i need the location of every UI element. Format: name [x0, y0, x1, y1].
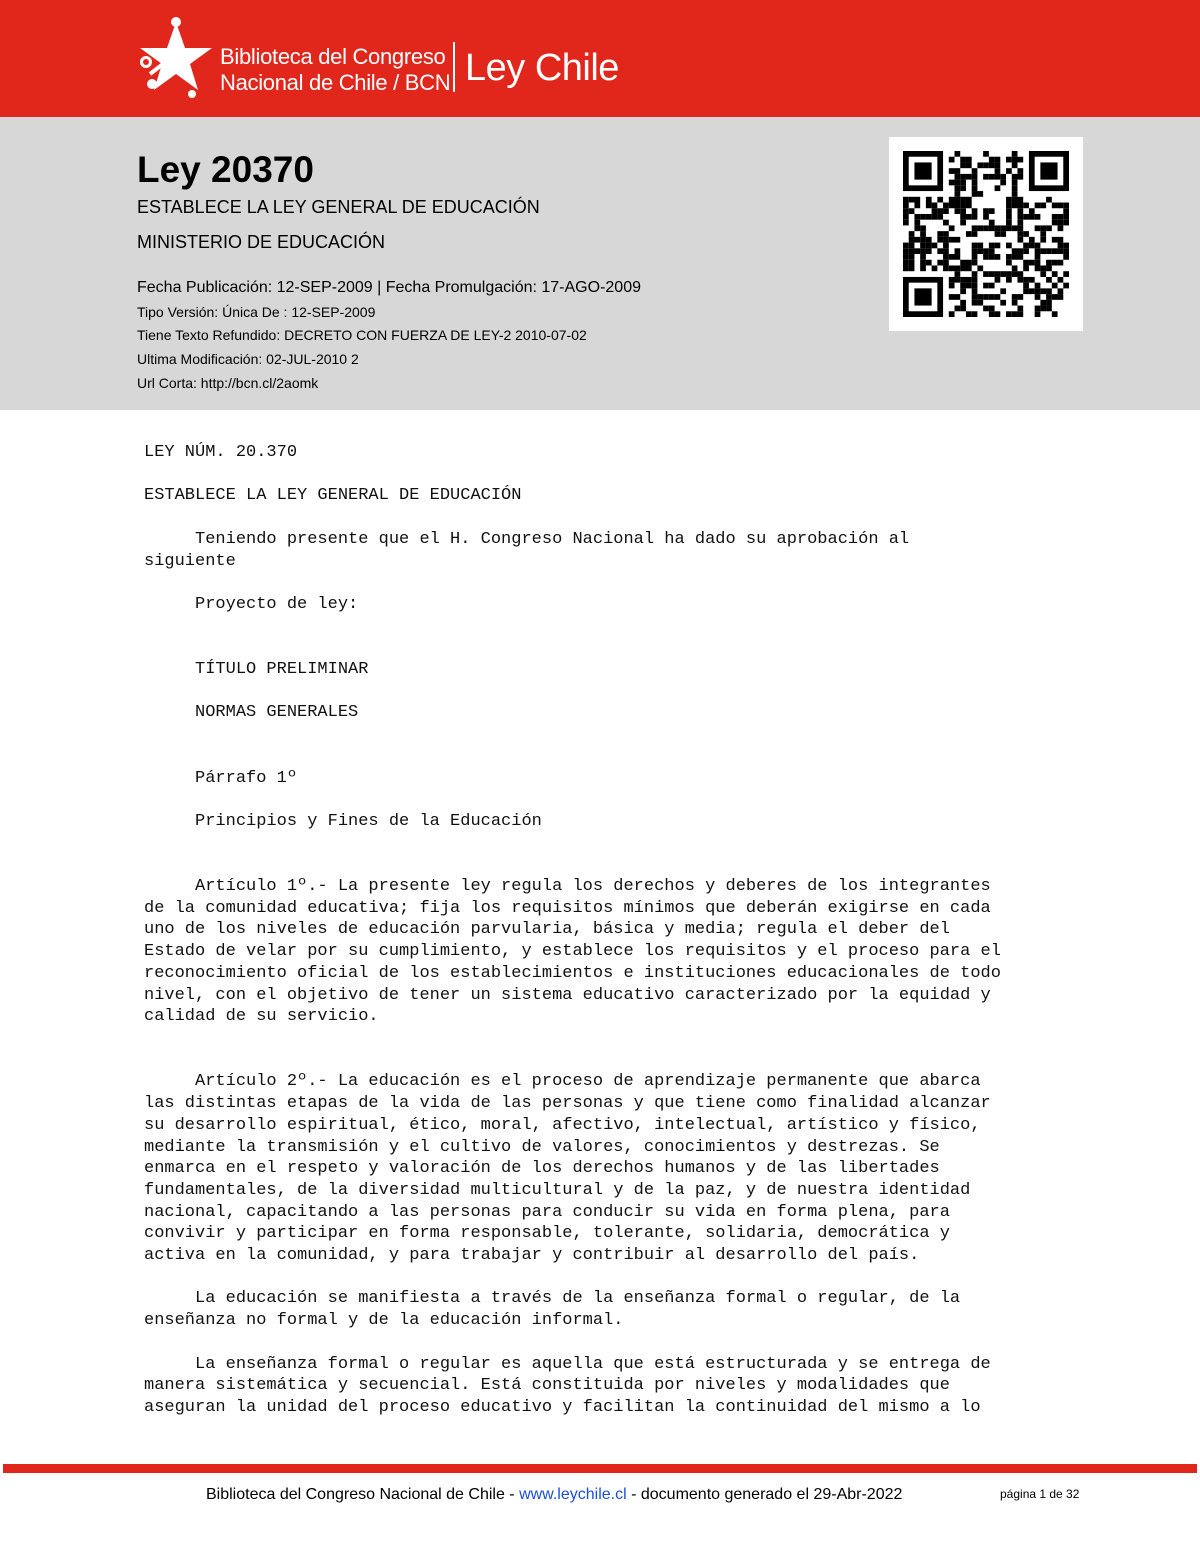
- law-dates: Fecha Publicación: 12-SEP-2009 | Fecha Promulgación: 17-AGO-2009: [137, 279, 641, 296]
- header-band: [0, 0, 1200, 117]
- qr-code[interactable]: [889, 137, 1083, 331]
- ultima-modificacion: Ultima Modificación: 02-JUL-2010 2: [137, 351, 359, 367]
- logo-line-2: Nacional de Chile / BCN: [220, 70, 451, 95]
- tipo-version: Tipo Versión: Única De : 12-SEP-2009: [137, 304, 376, 320]
- footer-suffix: - documento generado el 29-Abr-2022: [626, 1486, 903, 1503]
- law-subtitle: ESTABLECE LA LEY GENERAL DE EDUCACIÓN: [137, 197, 540, 217]
- leychile-link[interactable]: www.leychile.cl: [519, 1486, 627, 1503]
- footer-prefix: Biblioteca del Congreso Nacional de Chile -: [206, 1486, 520, 1503]
- footer-text: [206, 1485, 902, 1505]
- texto-refundido: Tiene Texto Refundido: DECRETO CON FUERZA DE LEY-2 2010-07-02: [137, 327, 587, 343]
- ley-chile-brand: Ley Chile: [465, 47, 619, 89]
- logo-divider: [453, 42, 455, 92]
- law-ministry: MINISTERIO DE EDUCACIÓN: [137, 232, 386, 252]
- law-title: Ley 20370: [137, 149, 314, 190]
- logo-line-1: Biblioteca del Congreso: [220, 44, 446, 69]
- qr-code-icon: [903, 151, 1069, 317]
- page-number: página 1 de 32: [1000, 1487, 1080, 1501]
- bcn-logo-text: [220, 44, 450, 96]
- url-corta: Url Corta: http://bcn.cl/2aomk: [137, 375, 319, 391]
- footer-rule: [3, 1464, 1197, 1473]
- law-body-text: LEY NÚM. 20.370 ESTABLECE LA LEY GENERAL DE EDUCACIÓN Teniendo presente que el H. Congreso Nacional ha dado su aprobación al siguiente Proyecto de ley: TÍTULO PRELIMINAR NORMAS GENERALES Párrafo 1º Principios y Fines de la Educación Artículo 1º.- La presente ley regula los derechos y deberes de los integrantes de la comunidad educativa; fija los requisitos mínimos que deberán exigirse en cada uno de los niveles de educación parvularia, básica y media; regula el deber del Estado de velar por su cumplimiento, y establece los requisitos y el proceso para el reconocimiento oficial de los establecimientos e instituciones educacionales de todo nivel, con el objetivo de tener un sistema educativo caracterizado por la equidad y calidad de su servicio. Artículo 2º.- La educación es el proceso de aprendizaje permanente que abarca las distintas etapas de la vida de las personas y que tiene como finalidad alcanzar su desarrollo espiritual, ético, moral, afectivo, intelectual, artístico y físico, mediante la transmisión y el cultivo de valores, conocimientos y destrezas. Se enmarca en el respeto y valoración de los derechos humanos y de las libertades fundamentales, de la diversidad multicultural y de la paz, y de nuestra identidad nacional, capacitando a las personas para conducir su vida en forma plena, para convivir y participar en forma responsable, tolerante, solidaria, democrática y activa en la comunidad, y para trabajar y contribuir al desarrollo del país. La educación se manifiesta a través de la enseñanza formal o regular, de la enseñanza no formal y de la educación informal. La enseñanza formal o regular es aquella que está estructurada y se entrega de manera sistemática y secuencial. Está constituida por niveles y modalidades que aseguran la unidad del proceso educativo y facilitan la continuidad del mismo a lo: [144, 443, 1001, 1417]
- bcn-star-logo-icon: [136, 14, 216, 100]
